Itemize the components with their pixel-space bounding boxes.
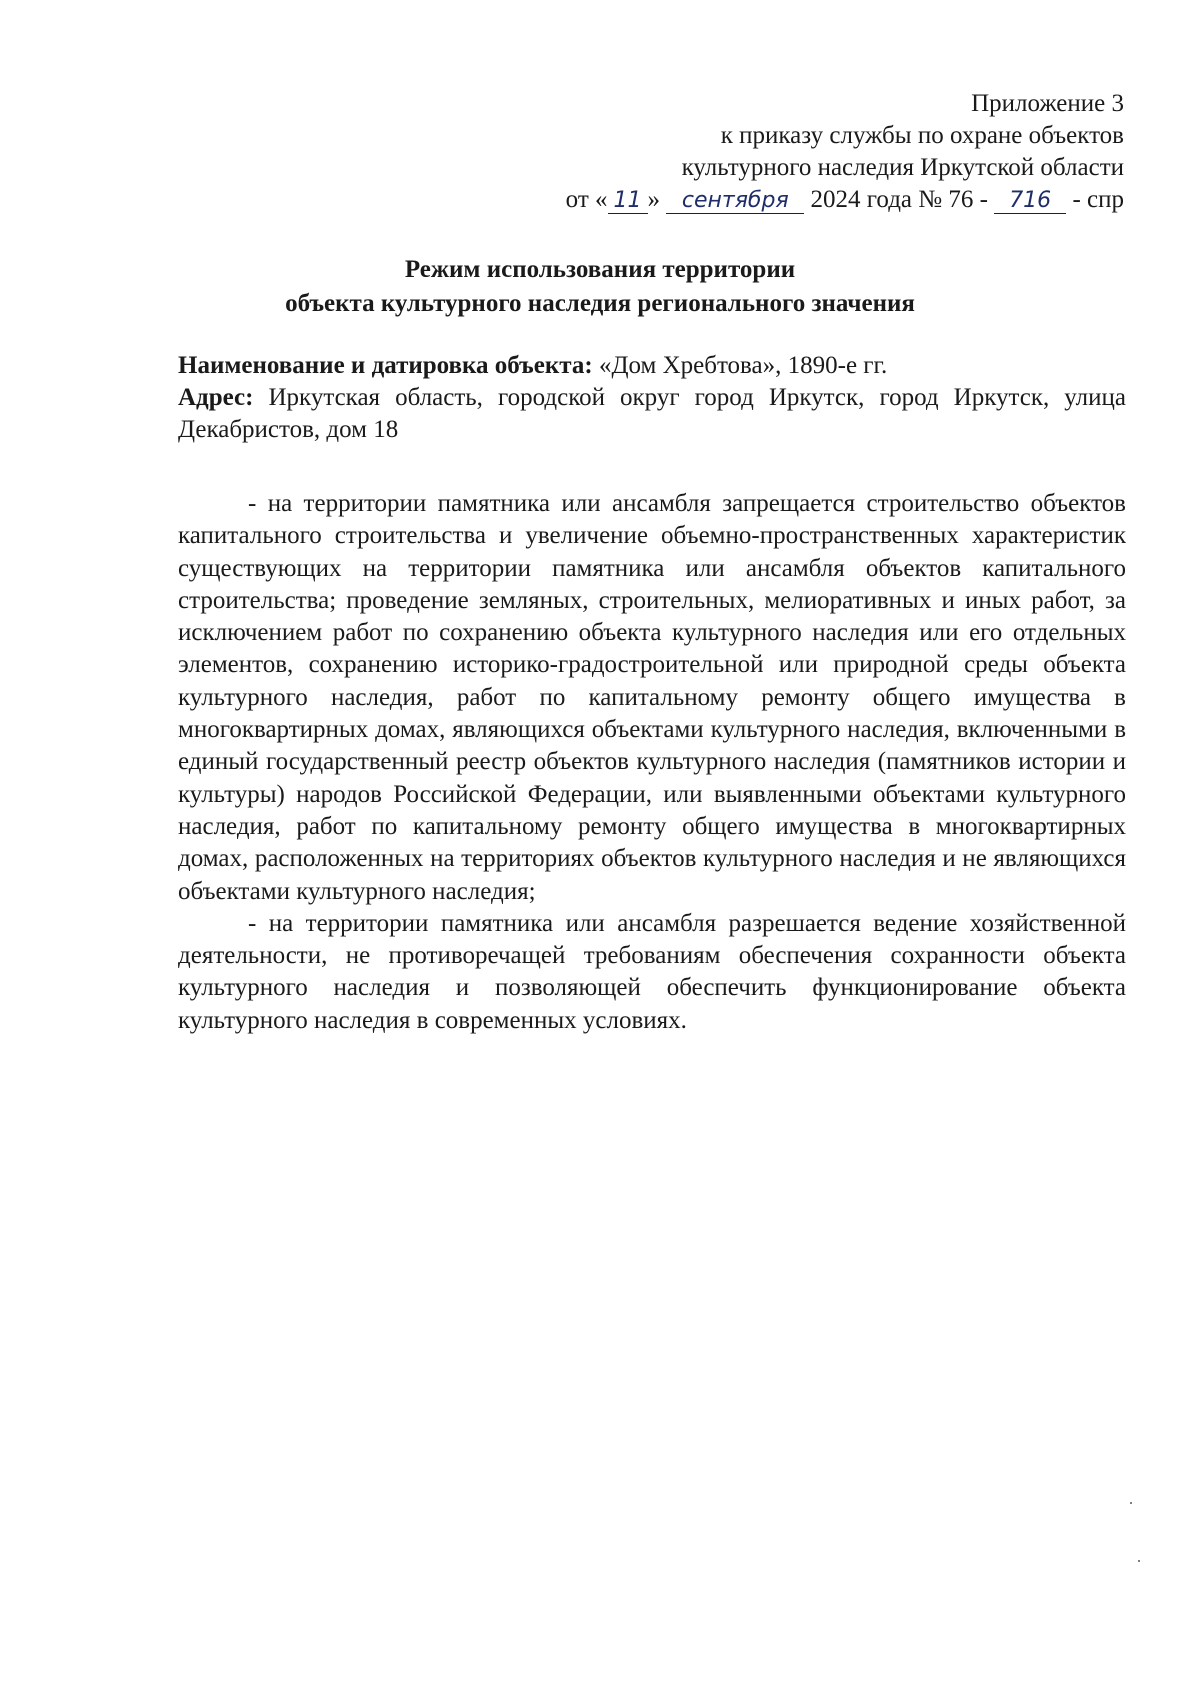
object-name-label: Наименование и датировка объекта:: [178, 352, 593, 379]
object-address-row: [178, 382, 1126, 446]
order-reference-line2: культурного наследия Иркутской области: [681, 154, 1124, 181]
object-name-row: [178, 350, 1126, 382]
title-line2: объекта культурного наследия регионального значения: [285, 290, 915, 317]
regime-body: [178, 488, 1126, 1037]
date-mid: »: [647, 186, 661, 213]
object-name-value: «Дом Хребтова», 1890-е гг.: [598, 352, 888, 379]
date-prefix: от «: [565, 186, 608, 213]
appendix-header: [566, 88, 1124, 216]
order-reference-line1: к приказу службы по охране объектов: [720, 122, 1124, 149]
object-address-label: Адрес:: [178, 384, 254, 411]
order-date-line: [566, 184, 1124, 216]
object-info: [178, 350, 1126, 446]
scan-speck: [1138, 1560, 1140, 1562]
scan-speck: [1130, 1502, 1132, 1504]
order-suffix: - спр: [1072, 186, 1124, 213]
regime-paragraph-prohibitions: - на территории памятника или ансамбля запрещается строительство объектов капитального строительства и увеличение объемно-пространственных характеристик существующих на территории памятника или ансамбля объектов капитального строительства; проведение земляных, строительных, мелиоративных и иных работ, за исключением работ по сохранению объекта культурного наследия или его отдельных элементов, сохранению историко-градостроительной или природной среды объекта культурного наследия, работ по капитальному ремонту общего имущества в многоквартирных домах, являющихся объектами культурного наследия, включенными в единый государственный реестр объектов культурного наследия (памятников истории и культуры) народов Российской Федерации, или выявленными объектами культурного наследия, работ по капитальному ремонту общего имущества в многоквартирных домах, расположенных на территориях объектов культурного наследия и не являющихся объектами культурного наследия;: [178, 490, 1126, 905]
handwritten-order-number: 716: [994, 189, 1066, 214]
title-line1: Режим использования территории: [404, 256, 796, 283]
object-address-value: Иркутская область, городской округ город Иркутск, город Иркутск, улица Декабристов, дом 18: [178, 384, 1127, 443]
handwritten-day: 11: [608, 189, 648, 214]
handwritten-month: сентября: [666, 189, 804, 214]
document-title: [0, 253, 1200, 321]
regime-paragraph-permissions: - на территории памятника или ансамбля разрешается ведение хозяйственной деятельности, не противоречащей требованиям обеспечения сохранности объекта культурного наследия и позволяющей обеспечить функционирование объекта культурного наследия в современных условиях.: [178, 909, 1126, 1034]
year-and-number-label: 2024 года № 76 -: [810, 186, 988, 213]
appendix-number: Приложение 3: [971, 90, 1124, 117]
